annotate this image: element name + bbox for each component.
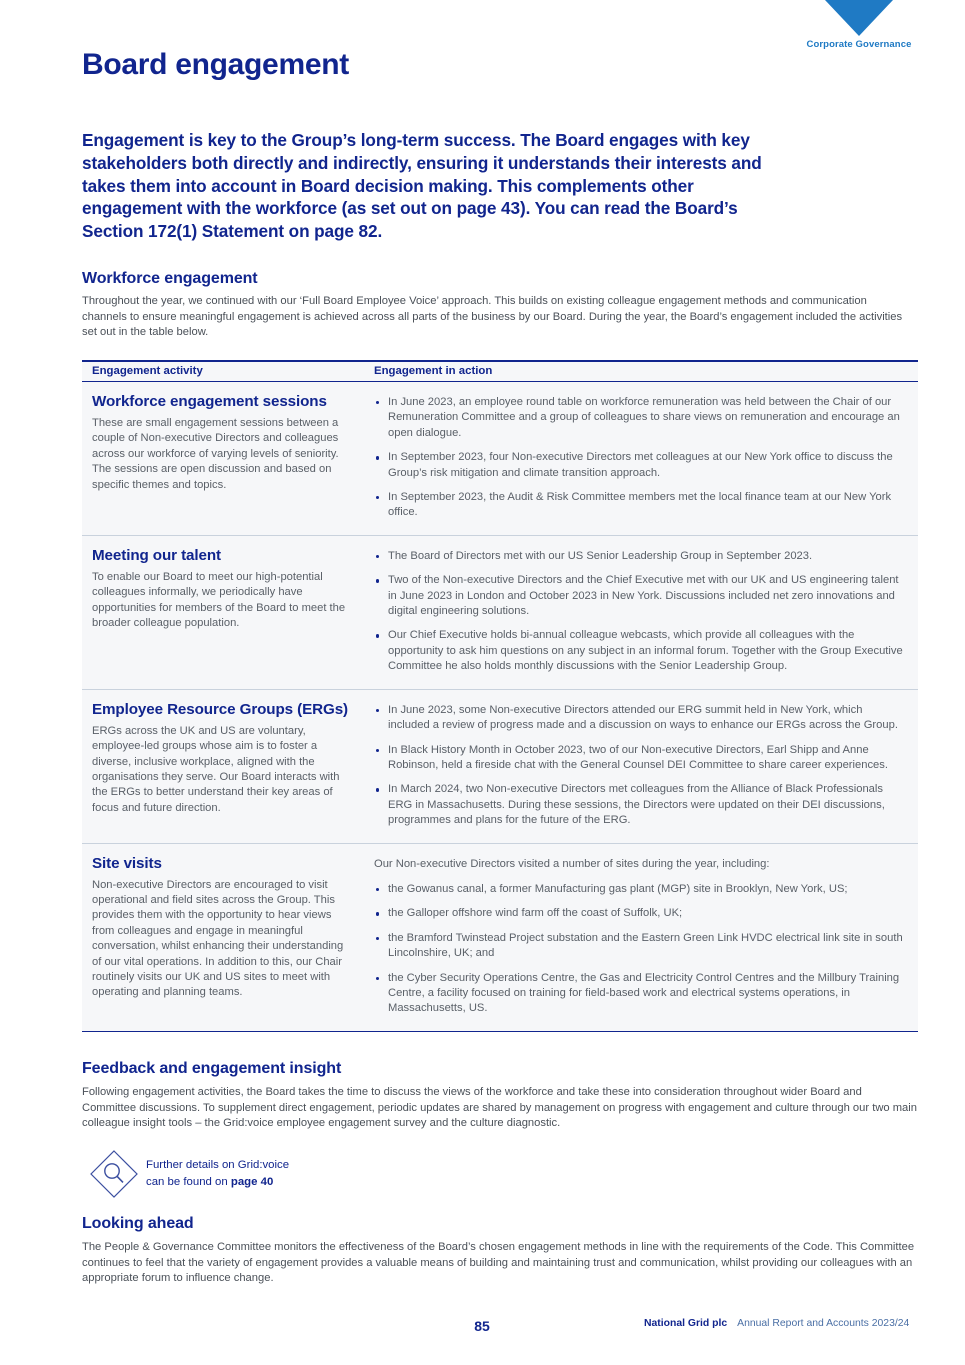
activity-title: Employee Resource Groups (ERGs) xyxy=(92,700,348,718)
footer-brand: National Grid plc xyxy=(644,1318,728,1329)
table-header-row xyxy=(82,362,918,382)
activity-description: To enable our Board to meet our high-potential colleagues informally, we periodically have opportunities for members of the Board to meet the broader colleague population. xyxy=(92,570,346,630)
activity-description: Non-executive Directors are encouraged to visit operational and field sites across the Group. This provides them with the opportunity to hear views from colleagues and engage in meaningful conversation, whilst enhancing their understanding of our vital operations. In addition to this, our Chair routinely visits our UK and US sites to meet with operating and planning teams. xyxy=(92,878,344,999)
cell-engagement-action xyxy=(366,382,918,535)
action-bullet-item: In March 2024, two Non-executive Directors met colleagues from the Alliance of Black Professionals ERG in Massachusetts. During these sessions, the Directors were updated on their DEI discussions, programmes and plans for the future of the ERG. xyxy=(374,782,906,828)
column-header-action: Engagement in action xyxy=(374,365,493,377)
activity-description: These are small engagement sessions between a couple of Non-executive Directors and colleagues across our workforce of varying levels of seniority. The sessions are open discussion and based on specific themes and topics. xyxy=(92,417,339,491)
feedback-insight-body: Following engagement activities, the Board takes the time to discuss the views of the workforce and take these into consideration throughout wider Board and Committee discussions. To supplement direct engagement, periodic updates are shared by management on progress with engagement and culture through our two main colleague insight tools – the Grid:voice employee engagement survey and the culture diagnostic. xyxy=(82,1086,917,1130)
activity-title: Workforce engagement sessions xyxy=(92,393,327,410)
callout-line-2-prefix: can be found on xyxy=(146,1175,231,1188)
table-row xyxy=(82,382,918,536)
table-row xyxy=(82,536,918,690)
callout-line-1: Further details on Grid:voice xyxy=(146,1159,290,1172)
looking-ahead-section xyxy=(82,1215,932,1287)
activity-description: ERGs across the UK and US are voluntary, employee-led groups whose aim is to foster a diverse, inclusive workplace, aligned with the organisations they serve. Our Board interacts with the ERGs to better understand their key areas of focus and future direction. xyxy=(92,724,340,814)
action-bullet-list xyxy=(374,549,906,675)
looking-ahead-body: The People & Governance Committee monitors the effectiveness of the Board’s chosen engagement methods in line with the requirements of the Code. This Committee continues to feel that the variety of engagement provides a valuable means of building and maintaining trust and communication, whilst providing our colleagues with an appropriate forum to influence change. xyxy=(82,1241,915,1285)
callout-line-2 xyxy=(146,1174,289,1191)
activity-title: Site visits xyxy=(92,854,162,872)
action-bullet-item: the Bramford Twinstead Project substation and the Eastern Green Link HVDC electrical link site in south Lincolnshire, UK; and xyxy=(374,931,906,962)
activity-title: Meeting our talent xyxy=(92,546,221,564)
action-bullet-item: Two of the Non-executive Directors and the Chief Executive met with our UK and US engineering talent in June 2023 in London and October 2023 in New York. Discussions included net zero innovations and digital engineering solutions. xyxy=(374,573,906,619)
action-bullet-list xyxy=(374,882,906,1017)
footer-imprint xyxy=(644,1318,909,1329)
engagement-table xyxy=(82,360,918,1032)
section-tab-corporate-governance xyxy=(800,0,918,50)
footer-report-title: Annual Report and Accounts 2023/24 xyxy=(737,1318,910,1329)
action-bullet-item: the Cyber Security Operations Centre, the Gas and Electricity Control Centres and the Millbury Training Centre, a facility focused on training for field-based work and electrical systems operations, in Massachusetts, US. xyxy=(374,971,906,1017)
feedback-insight-section xyxy=(82,1060,918,1200)
action-bullet-item: In Black History Month in October 2023, two of our Non-executive Directors, Earl Shipp and Anne Robinson, held a fireside chat with the General Counsel DEI Committee to share career experiences. xyxy=(374,743,906,774)
lead-paragraph: Engagement is key to the Group’s long-term success. The Board engages with key stakeholders both directly and indirectly, ensuring it understands their interests and takes them into account in Board decision making. This complements other engagement with the workforce (as set out on page 43). You can read the Board’s Section 172(1) Statement on page 82. xyxy=(82,130,762,242)
action-bullet-list xyxy=(374,395,906,521)
action-bullet-item: In June 2023, an employee round table on workforce remuneration was held between the Chair of our Remuneration Committee and a group of colleagues to share views on remuneration and encourage an open dialogue. xyxy=(374,395,906,441)
action-bullet-item: In September 2023, four Non-executive Directors met colleagues at our New York office to discuss the Group’s risk mitigation and climate transition approach. xyxy=(374,450,906,481)
column-header-activity: Engagement activity xyxy=(92,365,203,377)
section-tab-label: Corporate Governance xyxy=(806,39,912,50)
callout-text xyxy=(146,1157,289,1190)
action-bullet-item: In June 2023, some Non-executive Directors attended our ERG summit held in New York, which included a review of progress made and a discussion on ways to enhance our ERGs across the Group. xyxy=(374,703,906,734)
action-bullet-item: In September 2023, the Audit & Risk Committee members met the local finance team at our New York office. xyxy=(374,490,906,521)
cell-engagement-activity xyxy=(82,844,366,1031)
page-number: 85 xyxy=(474,1318,490,1334)
cell-engagement-activity xyxy=(82,382,366,535)
triangle-marker-icon xyxy=(825,0,893,36)
workforce-engagement-heading: Workforce engagement xyxy=(82,270,258,287)
action-bullet-item: the Galloper offshore wind farm off the coast of Suffolk, UK; xyxy=(374,906,906,921)
action-intro-line: Our Non-executive Directors visited a number of sites during the year, including: xyxy=(374,857,770,870)
cell-engagement-action xyxy=(366,690,918,843)
cell-engagement-action xyxy=(366,536,918,689)
feedback-insight-heading: Feedback and engagement insight xyxy=(82,1060,342,1077)
magnifier-diamond-icon xyxy=(88,1148,140,1200)
action-bullet-list xyxy=(374,703,906,829)
page-title: Board engagement xyxy=(82,48,349,81)
cell-engagement-activity xyxy=(82,690,366,843)
table-body xyxy=(82,382,918,1032)
cell-engagement-action xyxy=(366,844,918,1031)
action-bullet-item: Our Chief Executive holds bi-annual colleague webcasts, which provide all colleagues with the opportunity to ask him questions on any subject in an informal forum. Together with the Group Executive Committee he also holds monthly discussions with the Senior Leadership Group. xyxy=(374,628,906,674)
action-bullet-item: The Board of Directors met with our US Senior Leadership Group in September 2023. xyxy=(374,549,906,564)
cross-reference-callout[interactable] xyxy=(88,1148,918,1200)
callout-page-reference[interactable]: page 40 xyxy=(230,1175,274,1188)
table-row xyxy=(82,844,918,1032)
workforce-engagement-section xyxy=(82,270,918,341)
action-bullet-item: the Gowanus canal, a former Manufacturing gas plant (MGP) site in Brooklyn, New York, US; xyxy=(374,882,906,897)
looking-ahead-heading: Looking ahead xyxy=(82,1215,194,1232)
cell-engagement-activity xyxy=(82,536,366,689)
workforce-engagement-intro: Throughout the year, we continued with our ‘Full Board Employee Voice’ approach. This builds on existing colleague engagement methods and communication channels to ensure meaningful engagement is achieved across all parts of the business by our Board. During the year, the Board’s engagement included the activities set out in the table below. xyxy=(82,295,903,339)
table-row xyxy=(82,690,918,844)
